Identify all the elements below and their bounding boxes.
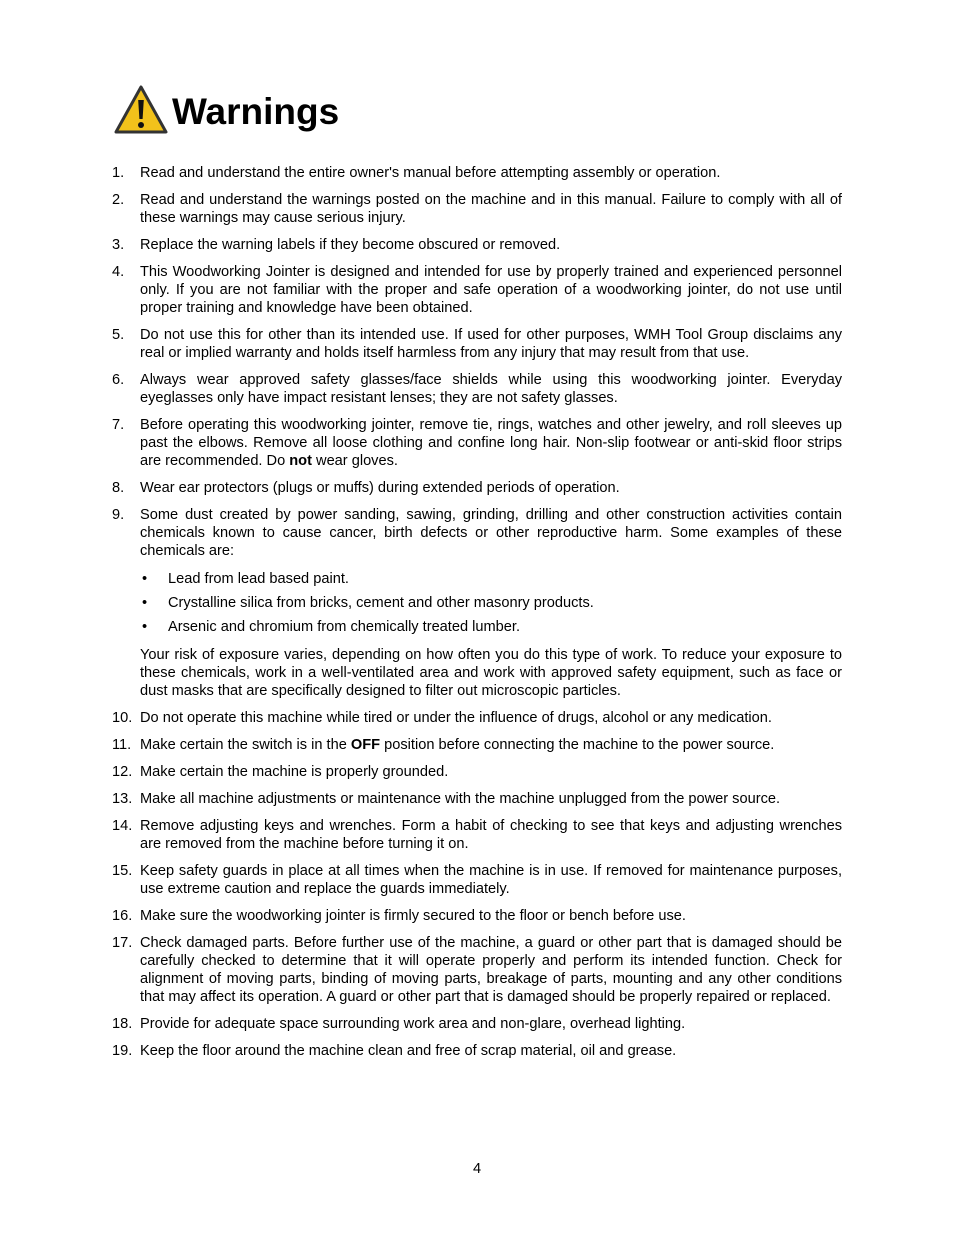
item-number: 6. <box>112 372 125 388</box>
list-item <box>112 934 842 1006</box>
item-text: Do not operate this machine while tired or under the influence of drugs, alcohol or any medication. <box>140 710 772 726</box>
list-item <box>112 479 842 497</box>
bullet-symbol: • <box>142 619 148 635</box>
item-text-part: wear gloves. <box>311 453 398 469</box>
list-item <box>112 862 842 898</box>
item-text: Keep the floor around the machine clean and free of scrap material, oil and grease. <box>140 1043 677 1059</box>
warnings-list <box>112 164 842 1069</box>
list-item <box>112 790 842 808</box>
item-paragraph: Your risk of exposure varies, depending on how often you do this type of work. To reduce your exposure to these chemicals, work in a well-ventilated area and work with approved safety equipment, such as face or dust masks that are specifically designed to filter out microscopic particles. <box>140 647 842 699</box>
item-number: 13. <box>112 791 133 807</box>
bullet-item <box>140 570 842 588</box>
item-number: 12. <box>112 764 133 780</box>
item-text: Make sure the woodworking jointer is firmly secured to the floor or bench before use. <box>140 908 686 924</box>
item-number: 18. <box>112 1016 133 1032</box>
item-text-bold: OFF <box>350 737 381 753</box>
bullet-text: Lead from lead based paint. <box>168 571 349 587</box>
item-text: Read and understand the entire owner's manual before attempting assembly or operation. <box>140 165 721 181</box>
item-number: 3. <box>112 237 125 253</box>
bullet-item <box>140 618 842 636</box>
item-text: Provide for adequate space surrounding work area and non-glare, overhead lighting. <box>140 1016 686 1032</box>
item-text: Make all machine adjustments or maintenance with the machine unplugged from the power source. <box>140 791 781 807</box>
item-number: 14. <box>112 818 133 834</box>
item-number: 11. <box>112 737 132 753</box>
item-text: This Woodworking Jointer is designed and intended for use by properly trained and experienced personnel only. If you are not familiar with the proper and safe operation of a woodworking jointer, do not use until proper training and knowledge have been obtained. <box>140 264 842 316</box>
item-number: 2. <box>112 192 125 208</box>
item-number: 15. <box>112 863 133 879</box>
item-number: 9. <box>112 507 125 523</box>
item-text: Read and understand the warnings posted on the machine and in this manual. Failure to comply with all of these warnings may cause serious injury. <box>140 192 842 226</box>
item-text: Remove adjusting keys and wrenches. Form a habit of checking to see that keys and adjusting wrenches are removed from the machine before turning it on. <box>140 818 842 852</box>
item-text: Do not use this for other than its intended use. If used for other purposes, WMH Tool Group disclaims any real or implied warranty and holds itself harmless from any injury that may result from that use. <box>140 327 842 361</box>
chemical-list <box>140 570 842 636</box>
list-item <box>112 709 842 727</box>
item-number: 4. <box>112 264 125 280</box>
bullet-item <box>140 594 842 612</box>
item-text: Some dust created by power sanding, sawing, grinding, drilling and other construction activities contain chemicals known to cause cancer, birth defects or other reproductive harm. Some examples of these chemicals are: <box>140 507 842 559</box>
item-text: Make certain the machine is properly grounded. <box>140 764 449 780</box>
item-text: Check damaged parts. Before further use of the machine, a guard or other part that is damaged should be carefully checked to determine that it will operate properly and perform its intended function. Check for alignment of moving parts, binding of moving parts, breakage of parts, mounting and any other conditions that may affect its operation. A guard or other part that is damaged should be properly repaired or replaced. <box>140 935 842 1005</box>
list-item <box>112 416 842 470</box>
item-number: 17. <box>112 935 133 951</box>
item-number: 7. <box>112 417 125 433</box>
item-text-part: position before connecting the machine to the power source. <box>380 737 775 753</box>
list-item <box>112 236 842 254</box>
item-text <box>140 736 842 754</box>
item-text-part: Before operating this woodworking jointer, remove tie, rings, watches and other jewelry, and roll sleeves up past the elbows. Remove all loose clothing and confine long hair. Non-slip footwear or anti-skid floor strips are recommended. Do <box>140 417 842 469</box>
item-text: Replace the warning labels if they become obscured or removed. <box>140 237 561 253</box>
page-number: 4 <box>472 1161 482 1177</box>
bullet-symbol: • <box>142 571 148 587</box>
bullet-symbol: • <box>142 595 148 611</box>
item-text-bold: not <box>289 453 312 469</box>
warning-triangle-icon <box>113 84 169 136</box>
item-text <box>140 416 842 470</box>
item-text: Keep safety guards in place at all times when the machine is in use. If removed for maintenance purposes, use extreme caution and replace the guards immediately. <box>140 863 842 897</box>
list-item <box>112 506 842 700</box>
page-title: Warnings <box>172 90 340 132</box>
item-text-part: Make certain the switch is in the <box>140 737 351 753</box>
item-number: 1. <box>112 165 125 181</box>
section-header <box>113 84 339 136</box>
bullet-text: Crystalline silica from bricks, cement and other masonry products. <box>168 595 594 611</box>
list-item <box>112 736 842 754</box>
list-item <box>112 817 842 853</box>
list-item <box>112 263 842 317</box>
item-text: Always wear approved safety glasses/face shields while using this woodworking jointer. Everyday eyeglasses only have impact resistant lenses; they are not safety glasses. <box>140 372 842 406</box>
item-number: 10. <box>112 710 133 726</box>
list-item <box>112 191 842 227</box>
list-item <box>112 763 842 781</box>
list-item <box>112 1015 842 1033</box>
list-item <box>112 1042 842 1060</box>
bullet-text: Arsenic and chromium from chemically treated lumber. <box>168 619 521 635</box>
list-item <box>112 371 842 407</box>
list-item <box>112 164 842 182</box>
item-number: 19. <box>112 1043 133 1059</box>
item-number: 8. <box>112 480 125 496</box>
list-item <box>112 326 842 362</box>
list-item <box>112 907 842 925</box>
item-text: Wear ear protectors (plugs or muffs) during extended periods of operation. <box>140 480 620 496</box>
item-number: 5. <box>112 327 125 343</box>
item-number: 16. <box>112 908 133 924</box>
